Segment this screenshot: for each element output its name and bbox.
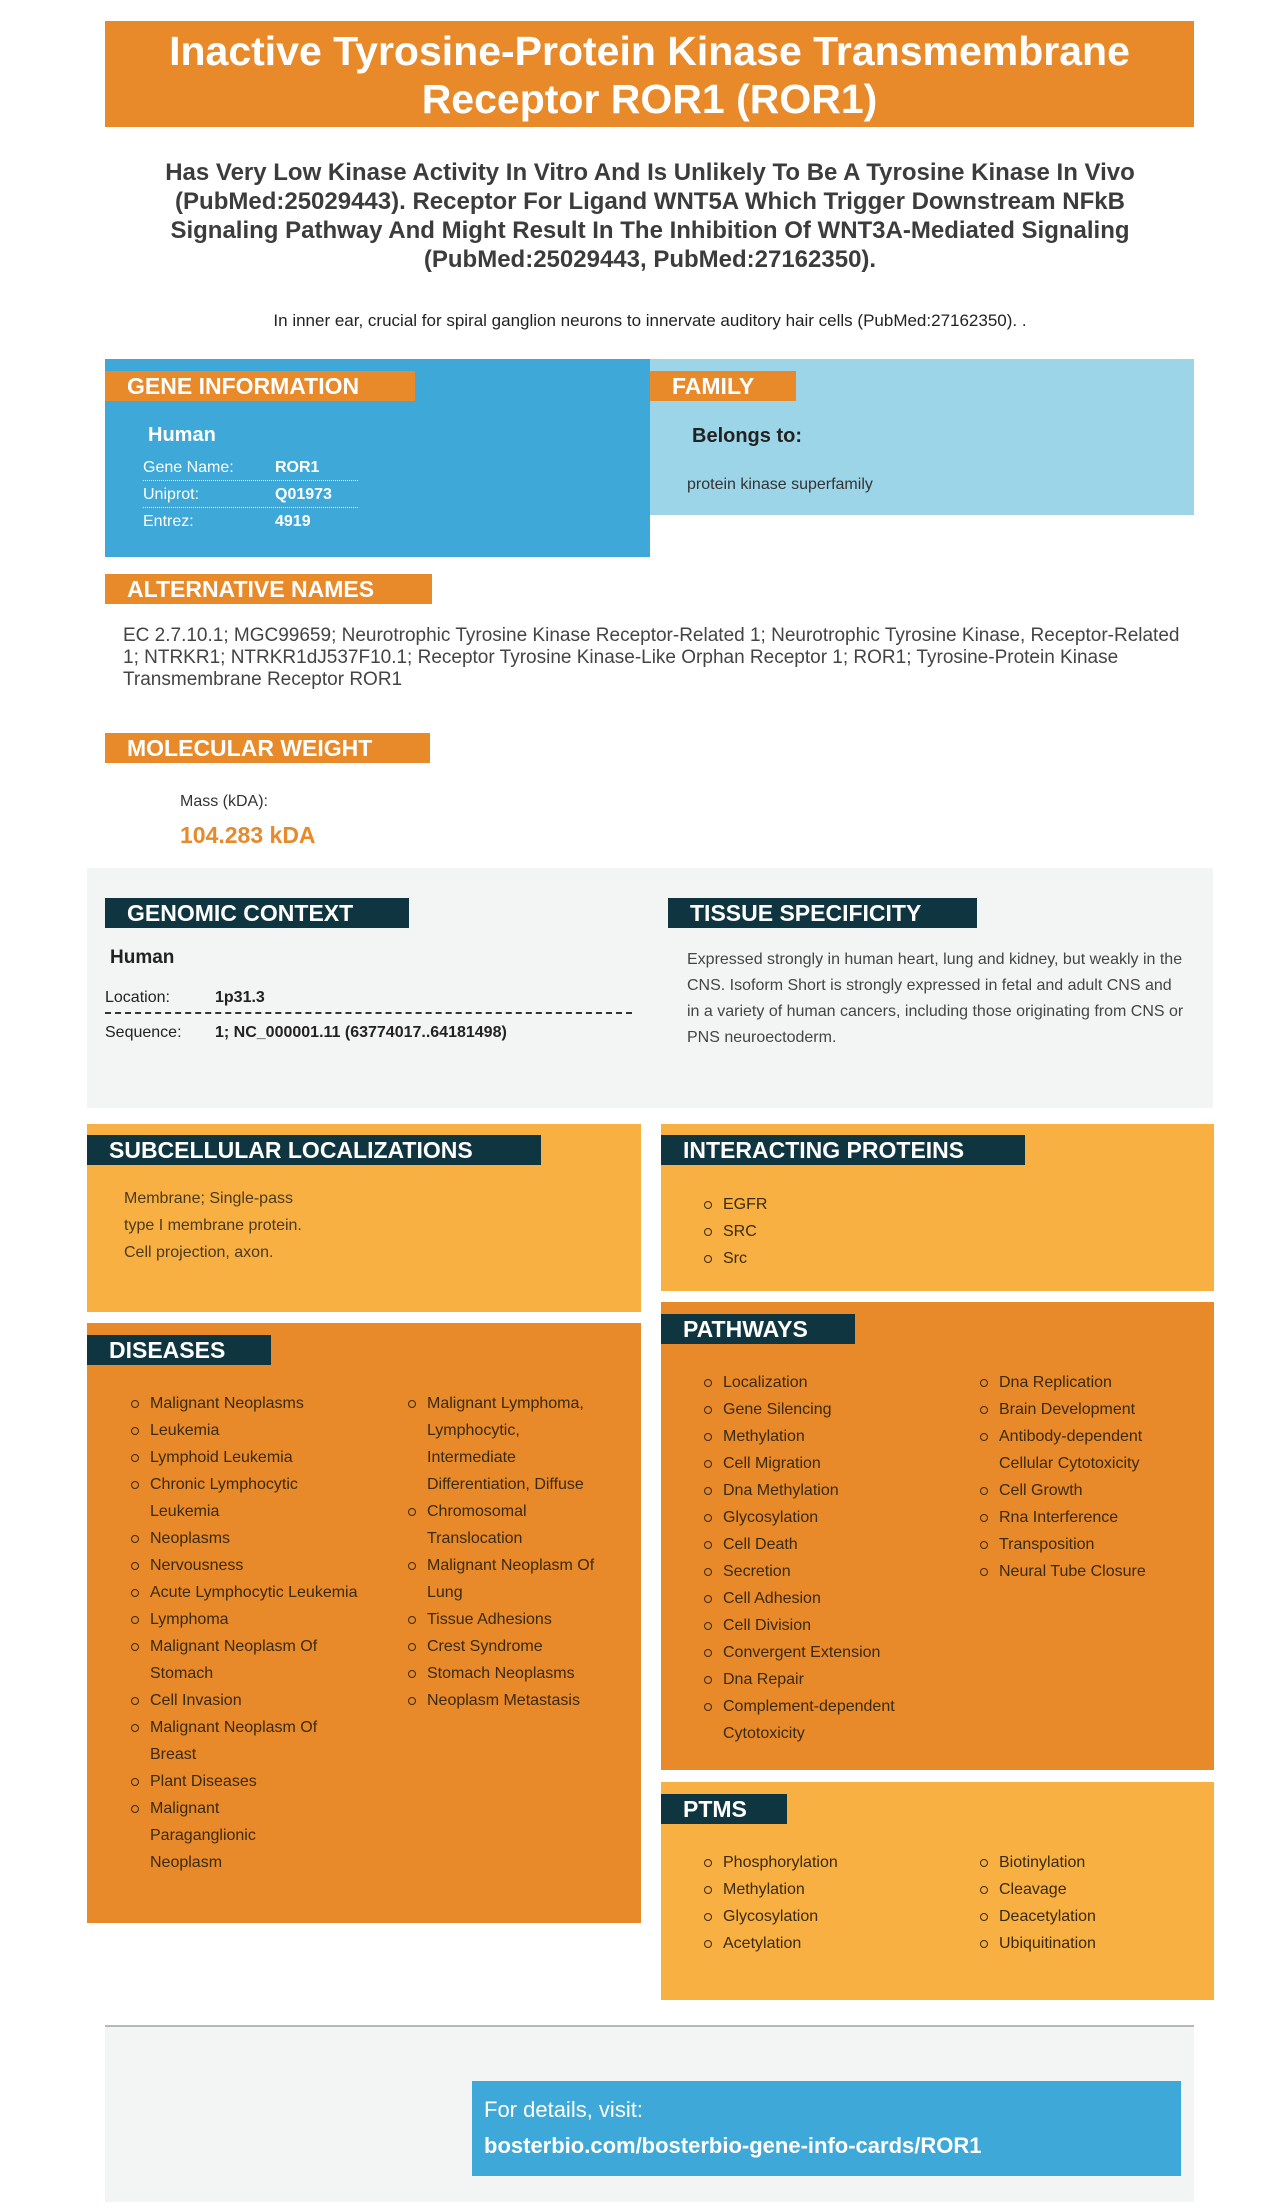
gene-name-label: Gene Name: — [143, 459, 234, 476]
pathways-list-col1 — [703, 1369, 953, 1747]
list-item: Methylation — [703, 1423, 953, 1450]
list-item: Acetylation — [703, 1930, 953, 1957]
list-item: Cell Division — [703, 1612, 953, 1639]
subcellular-line-3: Cell projection, axon. — [124, 1244, 274, 1261]
list-item: Malignant Lymphoma, Lymphocytic, Intermediate Differentiation, Diffuse — [407, 1390, 607, 1498]
gene-name-value: ROR1 — [275, 459, 320, 476]
details-label: For details, visit: — [484, 2097, 643, 2122]
list-item: Src — [703, 1245, 1103, 1272]
list-item: Complement-dependent Cytotoxicity — [703, 1693, 923, 1747]
list-item: Cell Invasion — [130, 1687, 360, 1714]
entrez-row — [143, 508, 358, 535]
ptms-list-col1 — [703, 1849, 953, 1957]
list-item: EGFR — [703, 1191, 1103, 1218]
sequence-row — [105, 1016, 632, 1049]
sequence-label: Sequence: — [105, 1024, 182, 1041]
list-item: SRC — [703, 1218, 1103, 1245]
entrez-label: Entrez: — [143, 513, 194, 530]
list-item: Acute Lymphocytic Leukemia — [130, 1579, 360, 1606]
list-item: Rna Interference — [979, 1504, 1189, 1531]
diseases-heading: DISEASES — [87, 1335, 271, 1365]
gene-species: Human — [148, 424, 216, 446]
list-item: Localization — [703, 1369, 953, 1396]
list-item: Stomach Neoplasms — [407, 1660, 617, 1687]
tissue-specificity-text: Expressed strongly in human heart, lung and kidney, but weakly in the CNS. Isoform Short is strongly expressed in fetal and adult CNS and in a variety of human cancers, including those originating from CNS or PNS neuroectoderm. — [687, 951, 1184, 1046]
genomic-species: Human — [110, 947, 175, 968]
list-item: Malignant Paraganglionic Neoplasm — [130, 1795, 280, 1876]
list-item: Malignant Neoplasm Of Stomach — [130, 1633, 360, 1687]
list-item: Glycosylation — [703, 1903, 953, 1930]
list-item: Ubiquitination — [979, 1930, 1189, 1957]
diseases-list-col2 — [407, 1390, 617, 1714]
subcellular-heading: SUBCELLULAR LOCALIZATIONS — [87, 1135, 541, 1165]
pathways-heading: PATHWAYS — [661, 1314, 855, 1344]
list-item: Convergent Extension — [703, 1639, 953, 1666]
details-link-box[interactable] — [472, 2081, 1181, 2176]
list-item: Brain Development — [979, 1396, 1189, 1423]
uniprot-label: Uniprot: — [143, 486, 200, 503]
list-item: Malignant Neoplasms — [130, 1390, 360, 1417]
list-item: Tissue Adhesions — [407, 1606, 617, 1633]
molecular-weight-heading: MOLECULAR WEIGHT — [105, 733, 430, 763]
list-item: Glycosylation — [703, 1504, 953, 1531]
diseases-list-col1 — [130, 1390, 360, 1876]
list-item: Plant Diseases — [130, 1768, 360, 1795]
function-detail: In inner ear, crucial for spiral ganglion neurons to innervate auditory hair cells (PubMed:27162350). . — [273, 311, 1027, 330]
list-item: Dna Repair — [703, 1666, 953, 1693]
list-item: Gene Silencing — [703, 1396, 953, 1423]
list-item: Cell Migration — [703, 1450, 953, 1477]
location-label: Location: — [105, 989, 170, 1006]
alternative-names-text: EC 2.7.10.1; MGC99659; Neurotrophic Tyrosine Kinase Receptor-Related 1; Neurotrophic Tyrosine Kinase, Receptor-Related 1; NTRKR1; NTRKR1dJ537F10.1; Receptor Tyrosine Kinase-Like Orphan Receptor 1; ROR1; Tyrosine-Protein Kinase Transmembrane Receptor ROR1 — [123, 625, 1180, 690]
list-item: Deacetylation — [979, 1903, 1189, 1930]
family-value: protein kinase superfamily — [687, 476, 873, 493]
list-item: Cell Death — [703, 1531, 953, 1558]
list-item: Malignant Neoplasm Of Lung — [407, 1552, 617, 1606]
list-item: Chronic Lymphocytic Leukemia — [130, 1471, 360, 1525]
list-item: Dna Replication — [979, 1369, 1189, 1396]
subcellular-line-1: Membrane; Single-pass — [124, 1190, 293, 1207]
interacting-proteins-list — [703, 1191, 1103, 1272]
list-item: Lymphoma — [130, 1606, 360, 1633]
sequence-value: 1; NC_000001.11 (63774017..64181498) — [215, 1024, 507, 1041]
family-heading: FAMILY — [650, 371, 796, 401]
list-item: Nervousness — [130, 1552, 360, 1579]
list-item: Lymphoid Leukemia — [130, 1444, 360, 1471]
list-item: Chromosomal Translocation — [407, 1498, 567, 1552]
details-url-link[interactable]: bosterbio.com/bosterbio-gene-info-cards/ROR1 — [484, 2133, 982, 2158]
uniprot-value: Q01973 — [275, 486, 332, 503]
list-item: Neural Tube Closure — [979, 1558, 1189, 1585]
gene-name-row — [143, 454, 358, 481]
ptms-heading: PTMS — [661, 1794, 787, 1824]
list-item: Malignant Neoplasm Of Breast — [130, 1714, 360, 1768]
pathways-list-col2 — [979, 1369, 1189, 1585]
list-item: Leukemia — [130, 1417, 360, 1444]
list-item: Cleavage — [979, 1876, 1189, 1903]
interacting-proteins-heading: INTERACTING PROTEINS — [661, 1135, 1025, 1165]
list-item: Crest Syndrome — [407, 1633, 617, 1660]
location-row — [105, 981, 632, 1014]
page-title: Inactive Tyrosine-Protein Kinase Transmembrane Receptor ROR1 (ROR1) — [105, 21, 1194, 127]
list-item: Cell Growth — [979, 1477, 1189, 1504]
mass-value: 104.283 kDA — [180, 822, 316, 848]
list-item: Cell Adhesion — [703, 1585, 953, 1612]
alternative-names-heading: ALTERNATIVE NAMES — [105, 574, 432, 604]
list-item: Secretion — [703, 1558, 953, 1585]
list-item: Dna Methylation — [703, 1477, 953, 1504]
gene-information-heading: GENE INFORMATION — [105, 371, 415, 401]
entrez-value: 4919 — [275, 513, 311, 530]
family-belongs-label: Belongs to: — [692, 425, 802, 447]
list-item: Methylation — [703, 1876, 953, 1903]
uniprot-row — [143, 481, 358, 508]
list-item: Biotinylation — [979, 1849, 1189, 1876]
list-item: Transposition — [979, 1531, 1189, 1558]
mass-label: Mass (kDA): — [180, 793, 268, 810]
function-summary: Has Very Low Kinase Activity In Vitro And Is Unlikely To Be A Tyrosine Kinase In Vivo (PubMed:25029443). Receptor For Ligand WNT5A Which Trigger Downstream NFkB Signaling Pathway And Might Result In The Inhibition Of WNT3A-Mediated Signaling (PubMed:25029443, PubMed:27162350). — [165, 159, 1135, 273]
list-item: Phosphorylation — [703, 1849, 953, 1876]
subcellular-line-2: type I membrane protein. — [124, 1217, 302, 1234]
ptms-list-col2 — [979, 1849, 1189, 1957]
genomic-context-heading: GENOMIC CONTEXT — [105, 898, 409, 928]
list-item: Neoplasms — [130, 1525, 360, 1552]
list-item: Neoplasm Metastasis — [407, 1687, 617, 1714]
list-item: Antibody-dependent Cellular Cytotoxicity — [979, 1423, 1179, 1477]
location-value: 1p31.3 — [215, 989, 265, 1006]
tissue-specificity-heading: TISSUE SPECIFICITY — [668, 898, 977, 928]
